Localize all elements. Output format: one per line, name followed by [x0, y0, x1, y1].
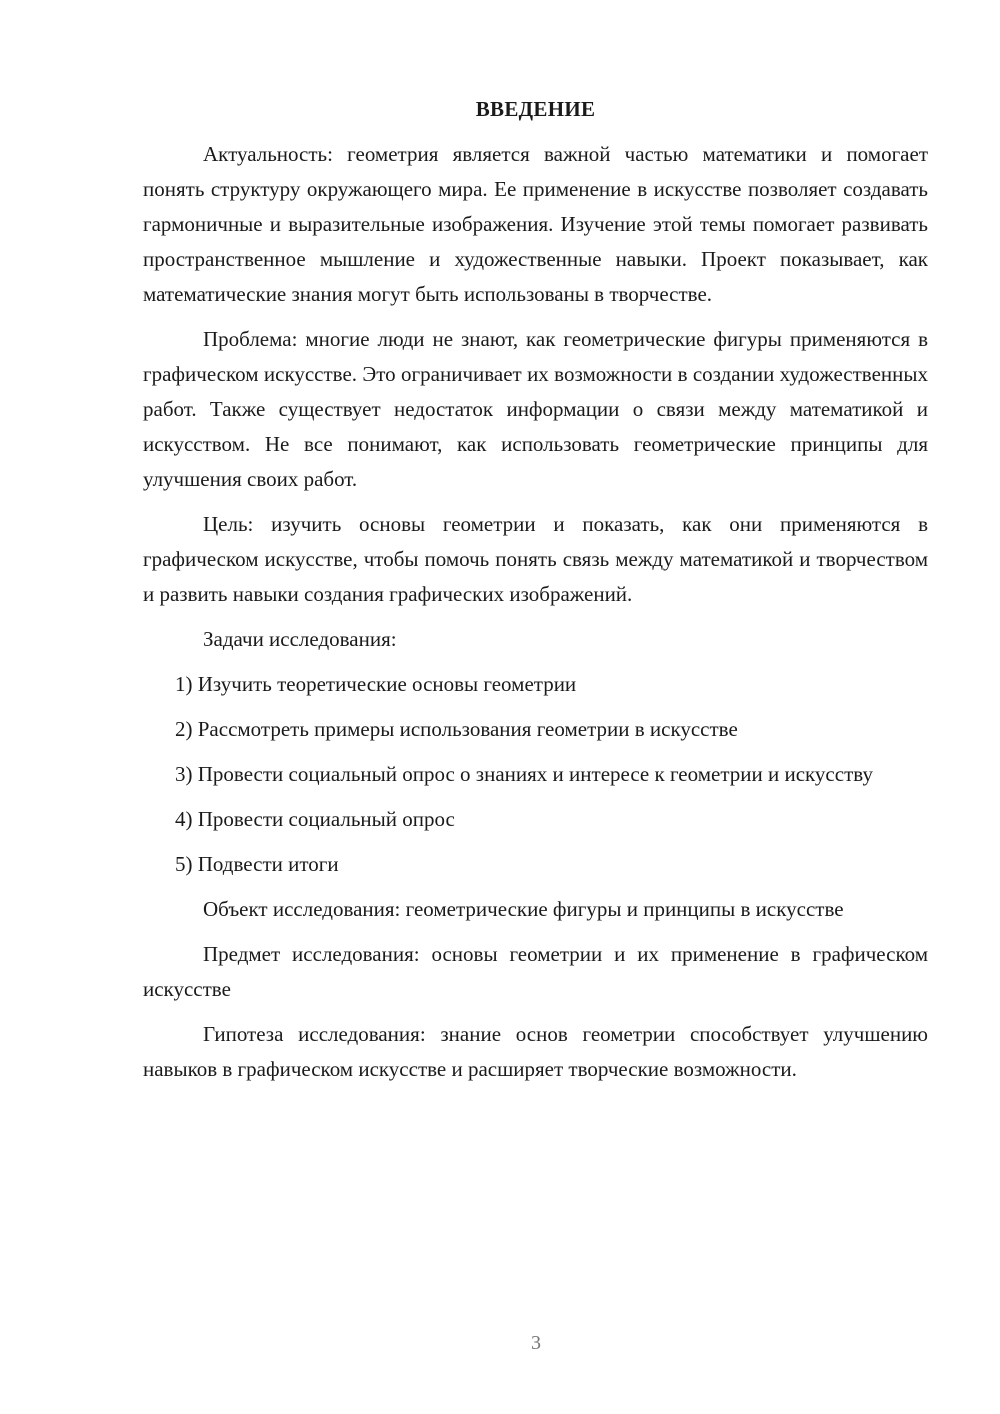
paragraph-subject: Предмет исследования: основы геометрии и их применение в графическом искусстве — [143, 942, 928, 1001]
task-item-5: 5) Подвести итоги — [175, 852, 339, 876]
paragraph-relevance: Актуальность: геометрия является важной частью математики и помогает понять структуру окружающего мира. Ее применение в искусстве позволяет создавать гармоничные и выразительные изображения. Изучение этой темы помогает развивать пространственное мышление и художественные навыки. Проект показывает, как математические знания могут быть использованы в творчестве. — [143, 142, 928, 306]
paragraph-goal: Цель: изучить основы геометрии и показать, как они применяются в графическом искусстве, чтобы помочь понять связь между математикой и творчеством и развить навыки создания графических изображений. — [143, 512, 928, 606]
task-item-3: 3) Провести социальный опрос о знаниях и интересе к геометрии и искусству — [175, 762, 873, 786]
document-page — [143, 92, 928, 1097]
task-item-4: 4) Провести социальный опрос — [175, 807, 455, 831]
paragraph-hypothesis: Гипотеза исследования: знание основ геометрии способствует улучшению навыков в графическом искусстве и расширяет творческие возможности. — [143, 1022, 928, 1081]
task-item-2: 2) Рассмотреть примеры использования геометрии в искусстве — [175, 717, 738, 741]
paragraph-problem: Проблема: многие люди не знают, как геометрические фигуры применяются в графическом искусстве. Это ограничивает их возможности в создании художественных работ. Также существует недостаток информации о связи между математикой и искусством. Не все понимают, как использовать геометрические принципы для улучшения своих работ. — [143, 327, 928, 491]
tasks-heading: Задачи исследования: — [203, 627, 397, 651]
task-item-1: 1) Изучить теоретические основы геометрии — [175, 672, 577, 696]
page-title: ВВЕДЕНИЕ — [475, 97, 596, 121]
page-number: 3 — [531, 1332, 541, 1354]
paragraph-object: Объект исследования: геометрические фигуры и принципы в искусстве — [203, 897, 844, 921]
